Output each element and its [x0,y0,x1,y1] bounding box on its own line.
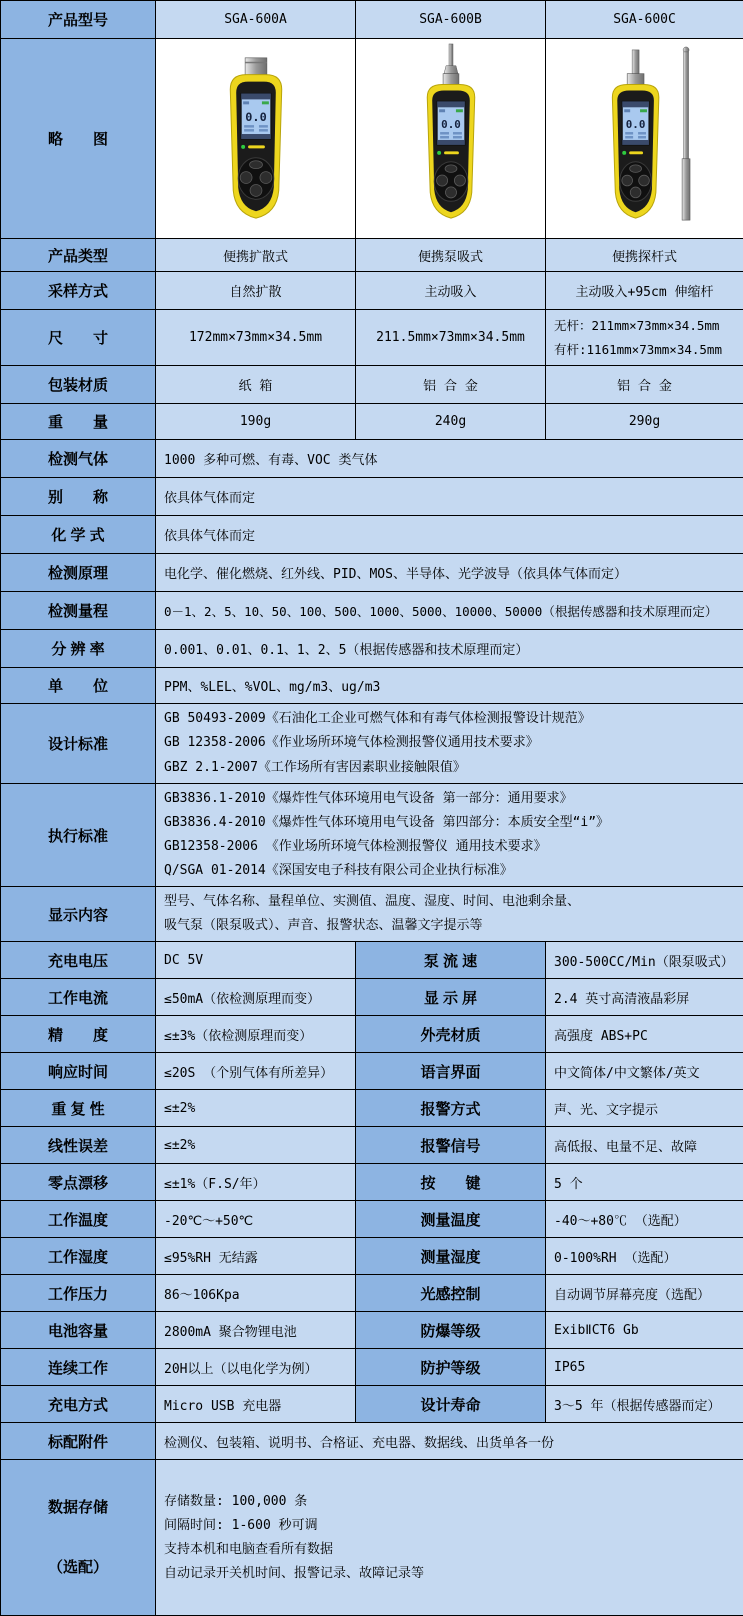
row-display-content [1,887,743,942]
design-standard-line: GB 12358-2006《作业场所环境气体检测报警仪通用技术要求》 [164,731,735,755]
display-content-line: 型号、气体名称、量程单位、实测值、温度、湿度、时间、电池剩余量、 [164,890,735,914]
spec-value: 2800mA 聚合物锂电池 [156,1312,356,1349]
spec-pair-row [1,1238,743,1275]
spec-label: 泵 流 速 [356,942,546,979]
spec-value: 自动调节屏幕亮度（选配） [546,1275,743,1312]
sensor-cap [245,58,267,76]
spec-label: 工作电流 [1,979,156,1016]
spec-value: ≤±3%（依检测原理而变） [156,1016,356,1053]
packaging-a: 纸 箱 [156,366,356,404]
sampling-b: 主动吸入 [356,272,546,310]
row-detect-principle [1,554,743,592]
data-storage-line: 间隔时间: 1-600 秒可调 [164,1514,735,1538]
row-dimensions [1,310,743,366]
label-packaging-material: 包装材质 [1,366,156,404]
row-accessories [1,1423,743,1460]
data-storage-line: 存储数量: 100,000 条 [164,1490,735,1514]
row-weight [1,404,743,440]
label-dimensions: 尺 寸 [1,310,156,366]
label-design-standard: 设计标准 [1,704,156,784]
packaging-c: 铝 合 金 [546,366,743,404]
spec-value: ≤±2% [156,1090,356,1127]
spec-value: 声、光、文字提示 [546,1090,743,1127]
spec-label: 线性误差 [1,1127,156,1164]
status-led [437,151,441,155]
row-product-model [1,1,743,39]
label-product-type: 产品类型 [1,239,156,272]
spec-label: 工作压力 [1,1275,156,1312]
packaging-b: 铝 合 金 [356,366,546,404]
spec-value: -20℃～+50℃ [156,1201,356,1238]
dimensions-c-line1: 无杆：211mm×73mm×34.5mm [554,314,735,337]
row-chemical-formula [1,516,743,554]
spec-pair-row [1,1053,743,1090]
row-product-type [1,239,743,272]
label-execution-standard: 执行标准 [1,784,156,887]
spec-value: 高强度 ABS+PC [546,1016,743,1053]
spec-label: 报警方式 [356,1090,546,1127]
spec-label: 重 复 性 [1,1090,156,1127]
row-data-storage [1,1460,743,1616]
sampling-c: 主动吸入+95cm 伸缩杆 [546,272,743,310]
spec-pair-row [1,1016,743,1053]
spec-value: Micro USB 充电器 [156,1386,356,1423]
status-led [241,145,245,149]
spec-label: 报警信号 [356,1127,546,1164]
weight-b: 240g [356,404,546,440]
spec-label: 设计寿命 [356,1386,546,1423]
spec-label: 充电方式 [1,1386,156,1423]
spec-value: IP65 [546,1349,743,1386]
weight-c: 290g [546,404,743,440]
label-sampling-method: 采样方式 [1,272,156,310]
row-design-standard [1,704,743,784]
spec-value: 300-500CC/Min（限泵吸式） [546,942,743,979]
spec-value: 2.4 英寸高清液晶彩屏 [546,979,743,1016]
sampling-a: 自然扩散 [156,272,356,310]
label-chemical-formula: 化 学 式 [1,516,156,554]
brand-mark [248,145,265,148]
execution-standard-line: GB12358-2006 《作业场所环境气体检测报警仪 通用技术要求》 [164,835,735,859]
data-storage-value [156,1460,743,1616]
product-type-b: 便携泵吸式 [356,239,546,272]
row-alias [1,478,743,516]
label-detect-principle: 检测原理 [1,554,156,592]
spec-pair-row [1,942,743,979]
label-display-content: 显示内容 [1,887,156,942]
display-content-line: 吸气泵（限泵吸式）、声音、报警状态、温馨文字提示等 [164,914,735,938]
unit-value: PPM、%LEL、%VOL、mg/m3、ug/m3 [156,668,743,704]
spec-label: 防护等级 [356,1349,546,1386]
spec-value: 中文简体/中文繁体/英文 [546,1053,743,1090]
label-detect-gas: 检测气体 [1,440,156,478]
brand-mark [444,151,459,154]
inlet-tube [627,50,644,86]
device-screen [241,93,271,139]
execution-standard-line: GB3836.4-2010《爆炸性气体环境用电气设备 第四部分：本质安全型“i”》 [164,811,735,835]
row-sampling-method [1,272,743,310]
spec-pair-row [1,1349,743,1386]
spec-label: 工作温度 [1,1201,156,1238]
spec-label: 精 度 [1,1016,156,1053]
spec-label: 充电电压 [1,942,156,979]
spec-value: 高低报、电量不足、故障 [546,1127,743,1164]
label-weight: 重 量 [1,404,156,440]
row-resolution [1,630,743,668]
spec-label: 电池容量 [1,1312,156,1349]
dimensions-c-line2: 有杆:1161mm×73mm×34.5mm [554,338,735,361]
spec-value: 86～106Kpa [156,1275,356,1312]
keypad [619,162,651,202]
spec-label: 防爆等级 [356,1312,546,1349]
spec-label: 语言界面 [356,1053,546,1090]
model-b: SGA-600B [356,1,546,39]
display-content-value [156,887,743,942]
row-detect-range [1,592,743,630]
device-image-sga-600b [376,42,526,230]
spec-pair-row [1,1127,743,1164]
spec-value: 0-100%RH （选配） [546,1238,743,1275]
spec-pair-row [1,1312,743,1349]
label-accessories: 标配附件 [1,1423,156,1460]
label-data-storage-line1: 数据存储 [2,1495,154,1521]
spec-label: 连续工作 [1,1349,156,1386]
device-screen [622,101,649,145]
spec-label: 测量温度 [356,1201,546,1238]
detect-principle-value: 电化学、催化燃烧、红外线、PID、MOS、半导体、光学波导（依具体气体而定） [156,554,743,592]
spec-label: 零点漂移 [1,1164,156,1201]
detect-gas-value: 1000 多种可燃、有毒、VOC 类气体 [156,440,743,478]
label-data-storage [1,1460,156,1616]
row-detect-gas [1,440,743,478]
dimensions-b: 211.5mm×73mm×34.5mm [356,310,546,366]
spec-value: ≤±1%（F.S/年） [156,1164,356,1201]
spec-value: 3～5 年（根据传感器而定） [546,1386,743,1423]
chemical-formula-value: 依具体气体而定 [156,516,743,554]
spec-value: DC 5V [156,942,356,979]
spec-label: 光感控制 [356,1275,546,1312]
design-standard-line: GBZ 2.1-2007《工作场所有害因素职业接触限值》 [164,756,735,780]
label-product-model: 产品型号 [1,1,156,39]
device-image-cell-c [546,39,743,239]
product-type-a: 便携扩散式 [156,239,356,272]
status-led [622,151,626,155]
spec-value: -40～+80℃ （选配） [546,1201,743,1238]
spec-value: 5 个 [546,1164,743,1201]
row-packaging-material [1,366,743,404]
dimensions-a: 172mm×73mm×34.5mm [156,310,356,366]
spec-value: 20H以上（以电化学为例） [156,1349,356,1386]
pump-probe [443,44,459,86]
device-image-sga-600c [565,42,725,230]
model-c: SGA-600C [546,1,743,39]
resolution-value: 0.001、0.01、0.1、1、2、5（根据传感器和技术原理而定） [156,630,743,668]
device-image-sga-600a [177,42,335,230]
execution-standard-value [156,784,743,887]
execution-standard-line: Q/SGA 01-2014《深国安电子科技有限公司企业执行标准》 [164,859,735,883]
brand-mark [629,151,643,154]
spec-label: 显 示 屏 [356,979,546,1016]
spec-pair-row [1,979,743,1016]
detect-range-value: 0－1、2、5、10、50、100、500、1000、5000、10000、50000（根据传感器和技术原理而定） [156,592,743,630]
row-execution-standard [1,784,743,887]
row-sketch [1,39,743,239]
svg-text:0.0: 0.0 [441,118,461,131]
execution-standard-line: GB3836.1-2010《爆炸性气体环境用电气设备 第一部分：通用要求》 [164,787,735,811]
spec-value: ≤50mA（依检测原理而变） [156,979,356,1016]
spec-value: ≤±2% [156,1127,356,1164]
row-unit [1,668,743,704]
spec-label: 响应时间 [1,1053,156,1090]
telescopic-rod [682,47,690,220]
spec-value: ExibⅡCT6 Gb [546,1312,743,1349]
data-storage-line: 自动记录开关机时间、报警记录、故障记录等 [164,1562,735,1586]
label-detect-range: 检测量程 [1,592,156,630]
dimensions-c [546,310,743,366]
spec-label: 按 键 [356,1164,546,1201]
label-data-storage-line2: （选配） [2,1555,154,1581]
product-type-c: 便携探杆式 [546,239,743,272]
device-image-cell-a [156,39,356,239]
spec-label: 外壳材质 [356,1016,546,1053]
accessories-value: 检测仪、包装箱、说明书、合格证、充电器、数据线、出货单各一份 [156,1423,743,1460]
spec-pair-row [1,1090,743,1127]
label-alias: 别 称 [1,478,156,516]
spec-pair-row [1,1275,743,1312]
spec-label: 工作湿度 [1,1238,156,1275]
label-unit: 单 位 [1,668,156,704]
model-a: SGA-600A [156,1,356,39]
spec-value: ≤20S （个别气体有所差异） [156,1053,356,1090]
alias-value: 依具体气体而定 [156,478,743,516]
svg-text:0.0: 0.0 [625,118,645,131]
spec-value: ≤95%RH 无结露 [156,1238,356,1275]
spec-label: 测量湿度 [356,1238,546,1275]
device-screen [437,101,465,145]
label-sketch: 略 图 [1,39,156,239]
keypad [434,162,468,202]
keypad [238,158,274,200]
design-standard-value [156,704,743,784]
weight-a: 190g [156,404,356,440]
spec-pair-row [1,1201,743,1238]
label-resolution: 分 辨 率 [1,630,156,668]
design-standard-line: GB 50493-2009《石油化工企业可燃气体和有毒气体检测报警设计规范》 [164,707,735,731]
spec-pair-row [1,1164,743,1201]
spec-pair-row [1,1386,743,1423]
svg-text:0.0: 0.0 [245,110,266,124]
device-image-cell-b [356,39,546,239]
data-storage-line: 支持本机和电脑查看所有数据 [164,1538,735,1562]
